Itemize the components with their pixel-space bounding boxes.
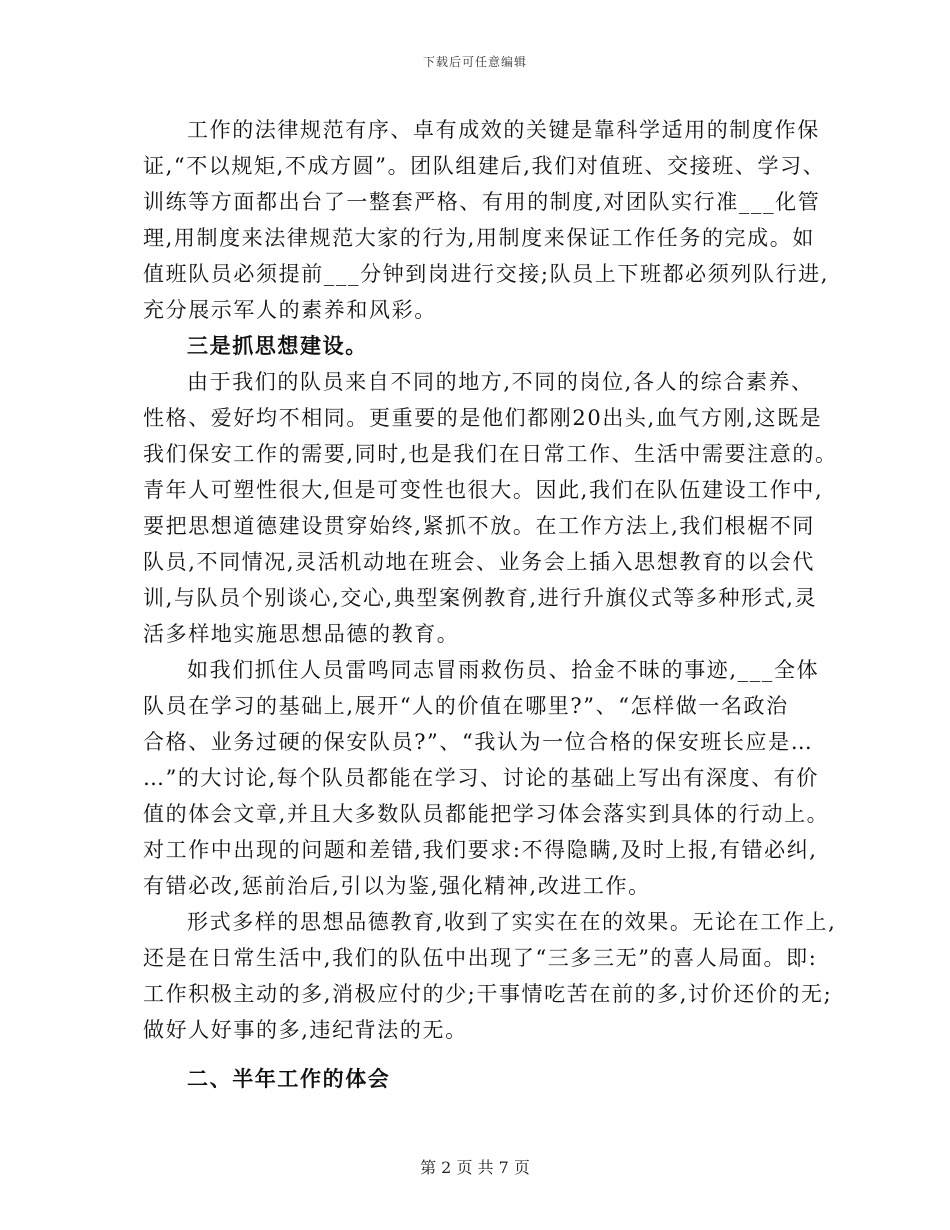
section-heading: 三是抓思想建设。: [187, 334, 368, 358]
paragraph-line: 做好人好事的多,违纪背法的无。: [143, 1018, 468, 1042]
paragraph-line: 理,用制度来法律规范大家的行为,用制度来保证工作任务的完成。如: [143, 226, 815, 250]
paragraph-line: 训,与队员个别谈心,交心,典型案例教育,进行升旗仪式等多种形式,灵: [143, 586, 818, 610]
paragraph-line: …”的大讨论,每个队员都能在学习、讨论的基础上写出有深度、有价: [143, 766, 820, 790]
paragraph-line: 队员,不同情况,灵活机动地在班会、业务会上插入思想教育的以会代: [143, 550, 815, 574]
section-heading: 二、半年工作的体会: [187, 1067, 391, 1091]
paragraph-line: 队员在学习的基础上,展开“人的价值在哪里?”、“怎样做一名政治: [143, 694, 789, 718]
paragraph-line: 训练等方面都出台了一整套严格、有用的制度,对团队实行准___化管: [143, 190, 821, 214]
paragraph-line: 对工作中出现的问题和差错,我们要求:不得隐瞒,及时上报,有错必纠,: [143, 838, 818, 862]
paragraph-line: 值班队员必须提前___分钟到岗进行交接;队员上下班都必须列队行进,: [143, 262, 830, 286]
paragraph-line: 充分展示军人的素养和风彩。: [143, 298, 437, 322]
document-body: [143, 112, 838, 1097]
paragraph-line: 值的体会文章,并且大多数队员都能把学习体会落实到具体的行动上。: [143, 802, 830, 826]
paragraph-line: 青年人可塑性很大,但是可变性也很大。因此,我们在队伍建设工作中,: [143, 478, 824, 502]
page-footer: 第 2 页 共 7 页: [420, 1158, 530, 1177]
paragraph-line: 合格、业务过硬的保安队员?”、“我认为一位合格的保安班长应是…: [143, 730, 814, 754]
paragraph-line: 工作的法律规范有序、卓有成效的关键是靠科学适用的制度作保: [187, 118, 820, 142]
paragraph-line: 活多样地实施思想品德的教育。: [143, 622, 460, 646]
paragraph-line: 还是在日常生活中,我们的队伍中出现了“三多三无”的喜人局面。即:: [143, 946, 818, 970]
paragraph-line: 形式多样的思想品德教育,收到了实实在在的效果。无论在工作上,: [187, 910, 837, 934]
paragraph-line: 要把思想道德建设贯穿始终,紧抓不放。在工作方法上,我们根椐不同: [143, 514, 815, 538]
paragraph-line: 证,“不以规矩,不成方圆”。团队组建后,我们对值班、交接班、学习、: [143, 154, 826, 178]
paragraph-line: 由于我们的队员来自不同的地方,不同的岗位,各人的综合素养、: [187, 370, 814, 394]
page-header: 下载后可任意编辑: [422, 55, 527, 69]
paragraph-line: 性格、爱好均不相同。更重要的是他们都刚20出头,血气方刚,这既是: [143, 406, 823, 430]
paragraph-line: 我们保安工作的需要,同时,也是我们在日常工作、生活中需要注意的。: [143, 442, 838, 466]
paragraph-line: 工作积极主动的多,消极应付的少;干事情吃苦在前的多,讨价还价的无;: [143, 982, 833, 1006]
paragraph-line: 有错必改,惩前治后,引以为鉴,强化精神,改进工作。: [143, 874, 651, 898]
paragraph-line: 如我们抓住人员雷鸣同志冒雨救伤员、拾金不昧的事迹,___全体: [187, 658, 820, 682]
